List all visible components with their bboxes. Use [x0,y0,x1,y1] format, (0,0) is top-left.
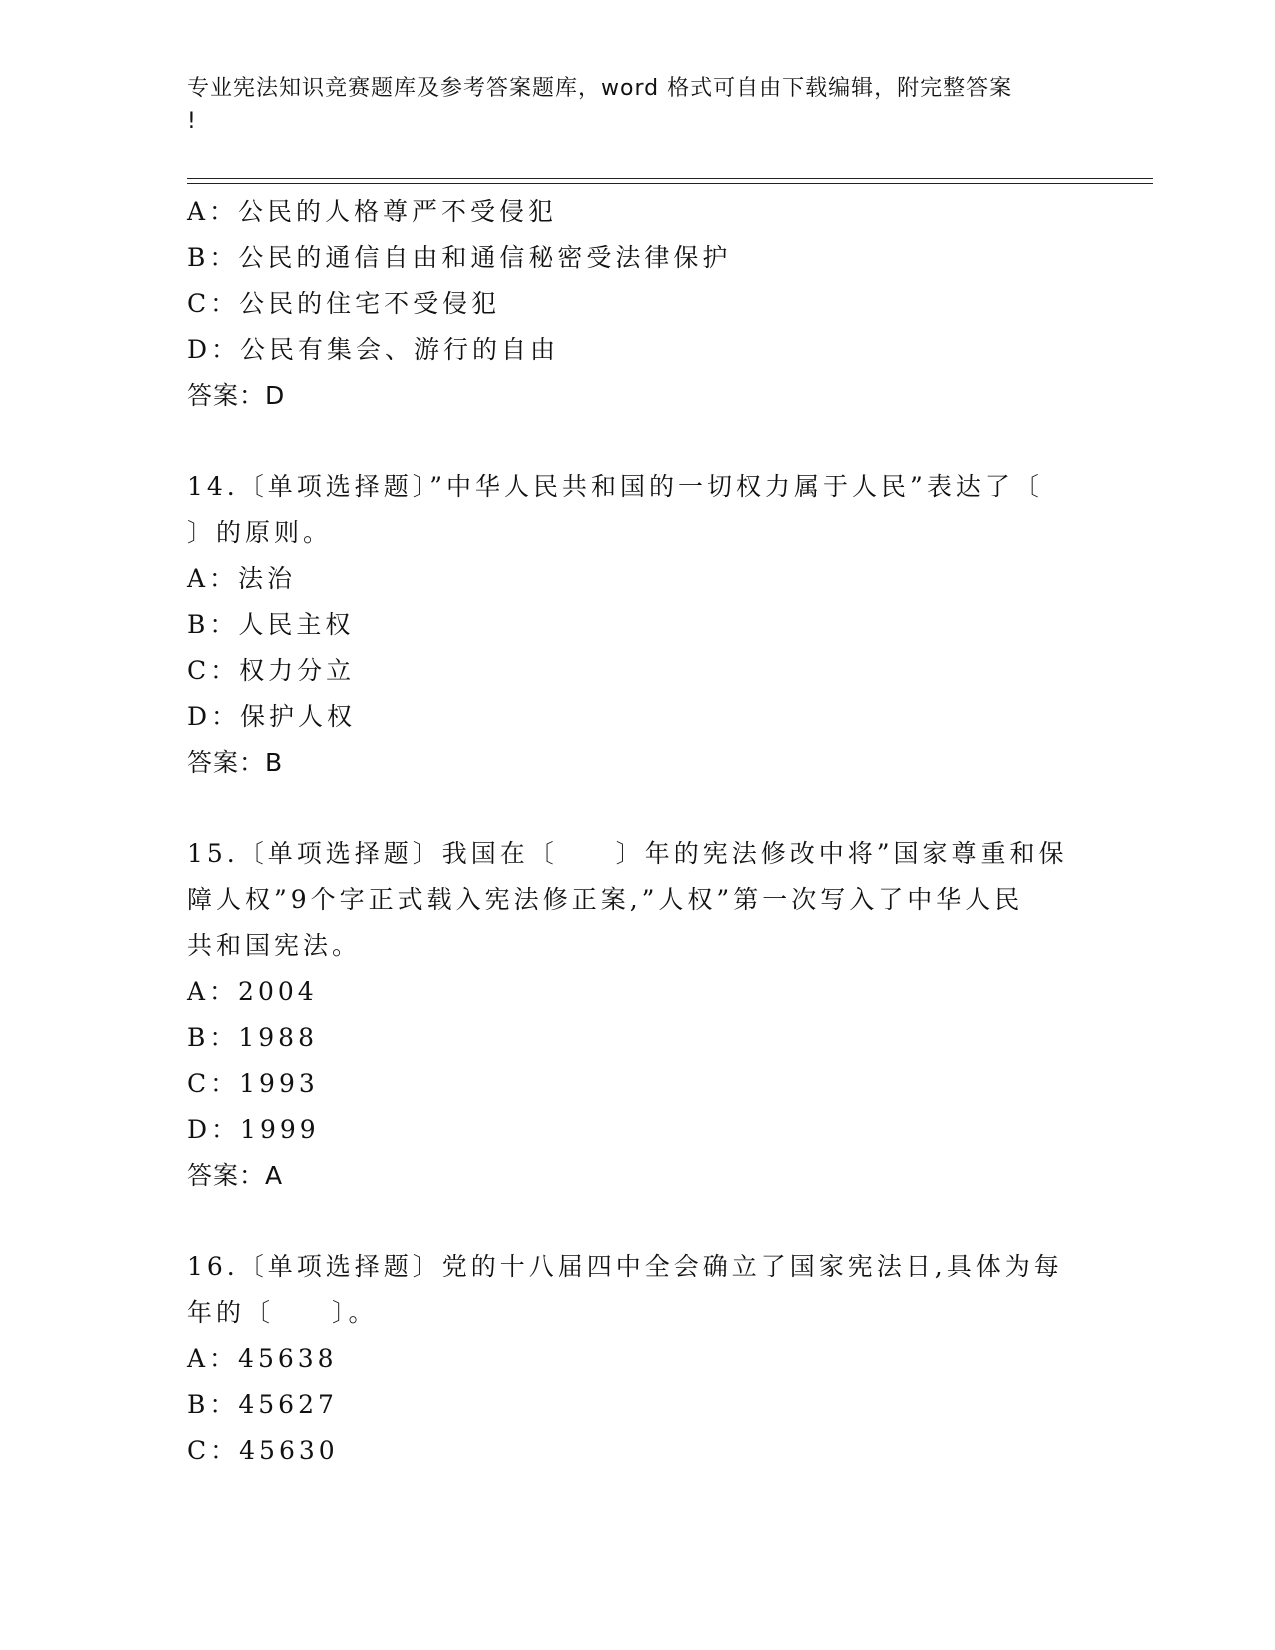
question-stem-line3: 共和国宪法。 [187,931,362,960]
question-stem-line1: 16.〔单项选择题〕党的十八届四中全会确立了国家宪法日,具体为每 [187,1252,1063,1281]
option-b: B：45627 [187,1390,338,1419]
question-stem-line2: 障人权”9个字正式载入宪法修正案,”人权”第一次写入了中华人民 [187,885,1024,914]
question-stem-line1: 15.〔单项选择题〕我国在〔 〕年的宪法修改中将”国家尊重和保 [187,839,1068,868]
option-d: D：保护人权 [187,702,357,731]
option-c: C：权力分立 [187,656,356,685]
header-title-line1: 专业宪法知识竞赛题库及参考答案题库，word 格式可自由下载编辑，附完整答案 [187,76,1013,101]
question-stem-line2: 〕的原则。 [187,518,333,547]
option-a: A：45638 [187,1344,338,1373]
option-b: B：1988 [187,1023,318,1052]
answer-label: 答案：D [187,381,286,410]
option-c: C：公民的住宅不受侵犯 [187,289,501,318]
question-list [187,189,1087,1474]
option-a: A：2004 [187,977,318,1006]
question-stem-line1: 14.〔单项选择题〕”中华人民共和国的一切权力属于人民”表达了〔 [187,472,1043,501]
header-title-line2: ! [187,109,197,134]
page-header [187,72,1087,138]
answer-label: 答案：A [187,1161,284,1190]
spacer [187,786,1087,831]
spacer [187,419,1087,464]
question-14 [187,464,1087,786]
question-16 [187,1244,1087,1474]
option-d: D：1999 [187,1115,320,1144]
option-b: B：人民主权 [187,610,355,639]
option-d: D：公民有集会、游行的自由 [187,335,560,364]
spacer [187,1199,1087,1244]
header-divider-bottom [187,183,1153,184]
option-a: A：公民的人格尊严不受侵犯 [187,197,558,226]
option-a: A：法治 [187,564,297,593]
answer-label: 答案：B [187,748,284,777]
header-divider-top [187,178,1153,179]
option-c: C：1993 [187,1069,319,1098]
question-stem-line2: 年的〔 〕。 [187,1298,378,1327]
option-b: B：公民的通信自由和通信秘密受法律保护 [187,243,732,272]
question-15 [187,831,1087,1199]
option-c: C：45630 [187,1436,339,1465]
question-13 [187,189,1087,419]
